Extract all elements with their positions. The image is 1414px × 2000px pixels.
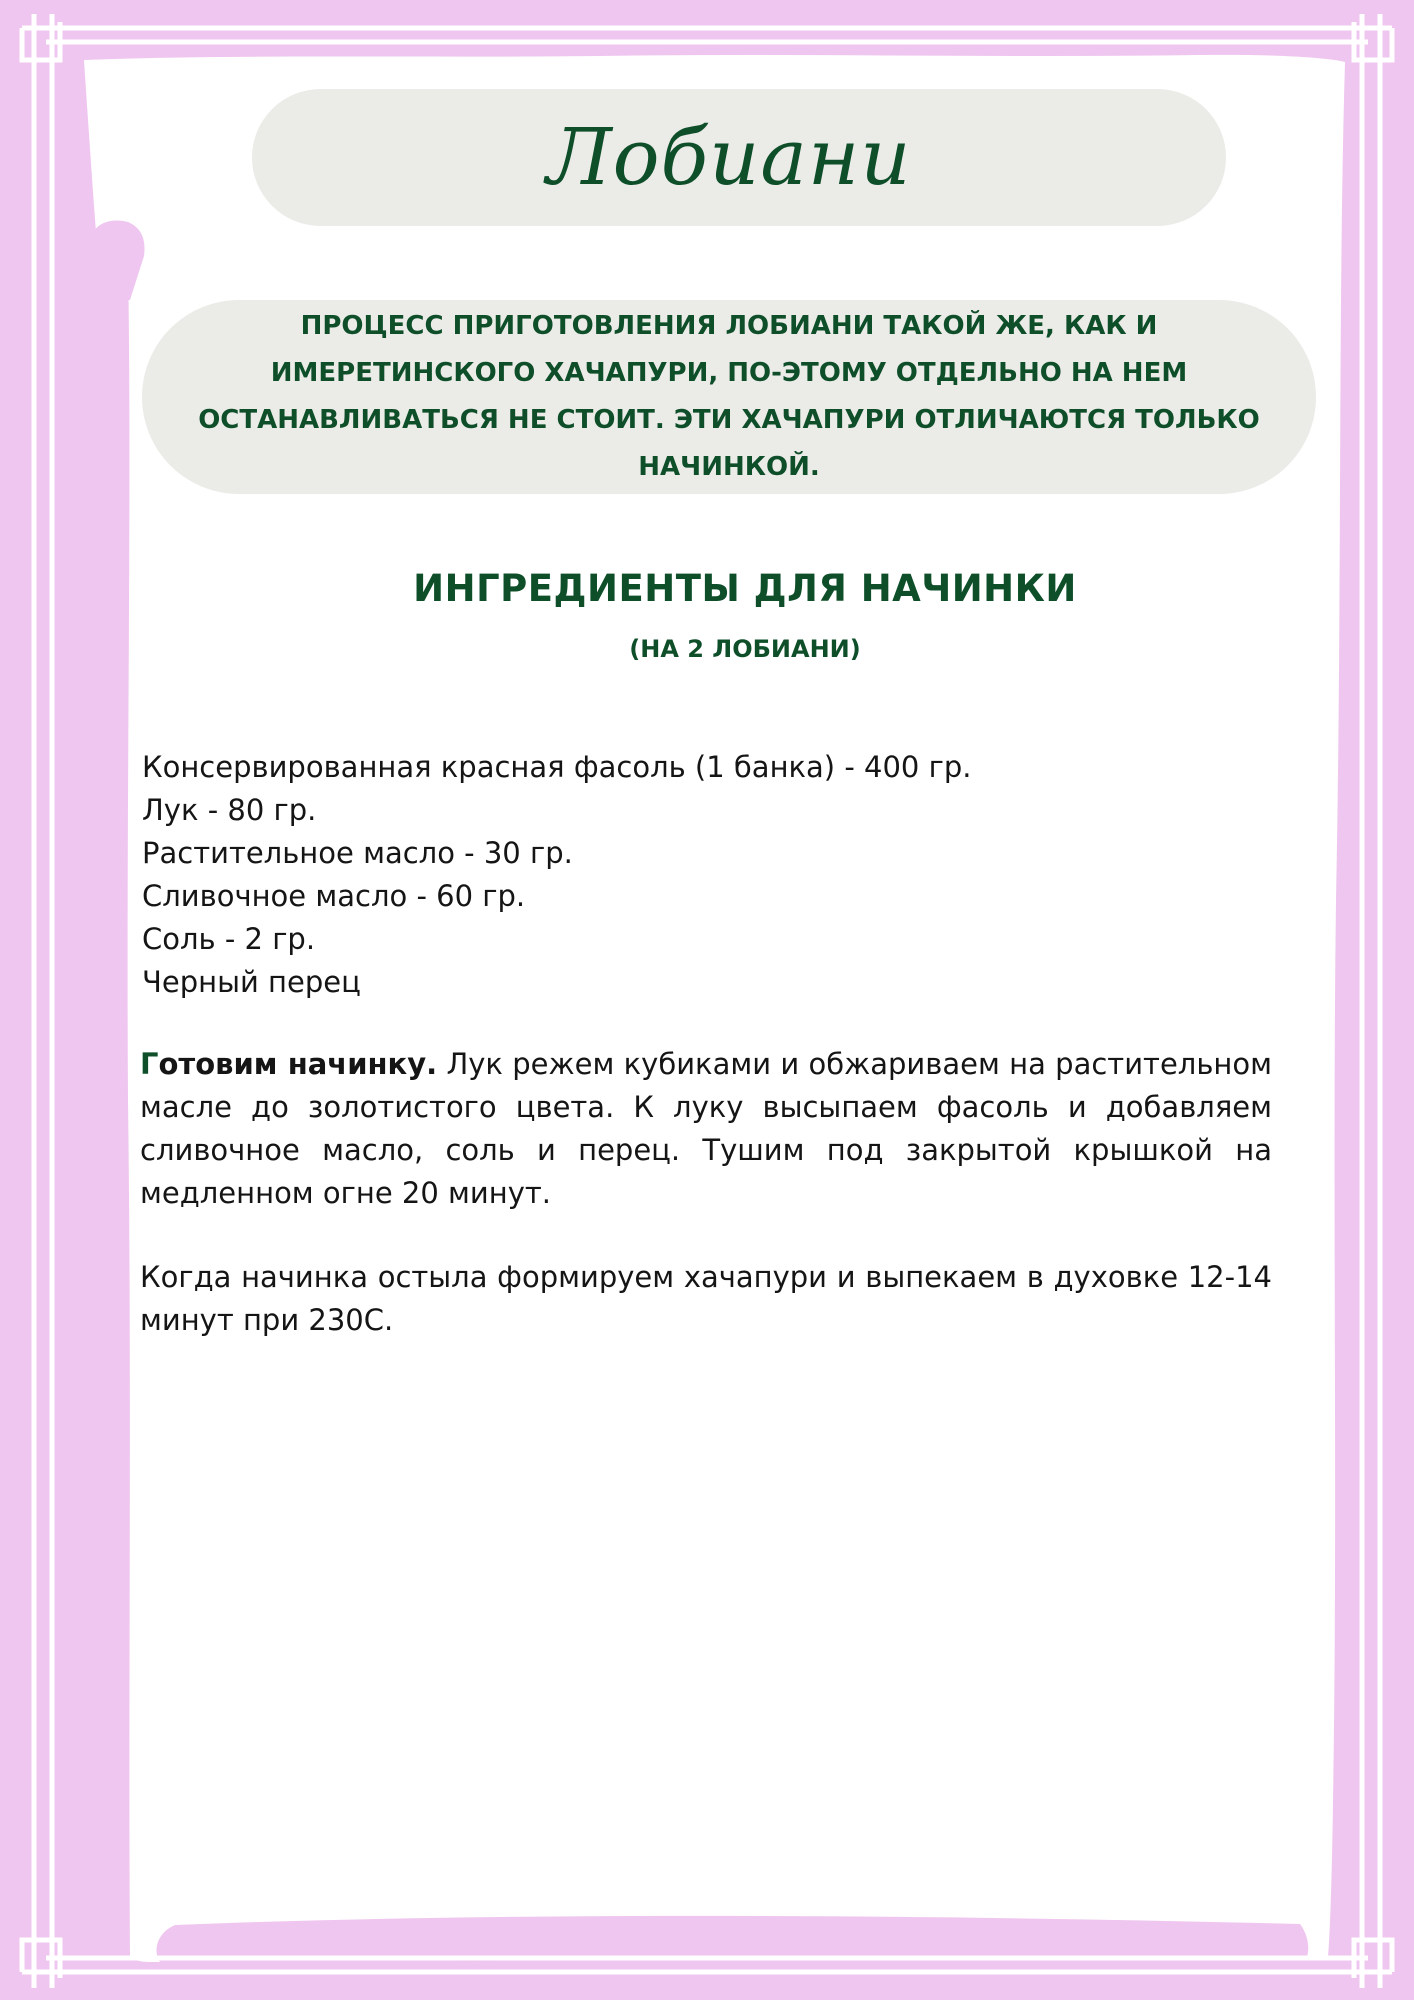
filling-step-lead: отовим начинку. xyxy=(158,1047,438,1081)
ingredient-item: Растительное масло - 30 гр. xyxy=(142,836,573,870)
ingredient-item: Черный перец xyxy=(142,965,361,999)
filling-step-paragraph xyxy=(140,1043,1272,1215)
ingredient-item: Консервированная красная фасоль (1 банка) - 400 гр. xyxy=(142,750,972,784)
ingredient-item: Сливочное масло - 60 гр. xyxy=(142,879,526,913)
ingredients-list xyxy=(142,746,1292,1004)
ingredient-item: Соль - 2 гр. xyxy=(142,922,316,956)
ingredient-item: Лук - 80 гр. xyxy=(142,793,317,827)
intro-banner xyxy=(142,300,1316,494)
page-title: Лобиани xyxy=(546,112,912,203)
filling-step-text: Лук режем кубиками и обжариваем на растительном масле до золотистого цвета. К луку высыпаем фасоль и добавляем сливочное масло, соль и перец. Тушим под закрытой крышкой на медленном огне 20 минут. xyxy=(140,1047,1272,1210)
baking-step-paragraph: Когда начинка остыла формируем хачапури и выпекаем в духовке 12-14 минут при 230С. xyxy=(140,1260,1272,1337)
ingredients-heading: ИНГРЕДИЕНТЫ ДЛЯ НАЧИНКИ xyxy=(413,567,1077,610)
title-banner xyxy=(252,89,1226,226)
intro-text: ПРОЦЕСС ПРИГОТОВЛЕНИЯ ЛОБИАНИ ТАКОЙ ЖЕ, КАК И ИМЕРЕТИНСКОГО ХАЧАПУРИ, ПО-ЭТОМУ ОТДЕЛЬНО НА НЕМ ОСТАНАВЛИВАТЬСЯ НЕ СТОИТ. ЭТИ ХАЧАПУРИ ОТЛИЧАЮТСЯ ТОЛЬКО НАЧИНКОЙ. xyxy=(198,311,1260,482)
filling-step-lead-initial: Г xyxy=(140,1047,159,1081)
ingredients-subheading: (НА 2 ЛОБИАНИ) xyxy=(629,635,861,663)
